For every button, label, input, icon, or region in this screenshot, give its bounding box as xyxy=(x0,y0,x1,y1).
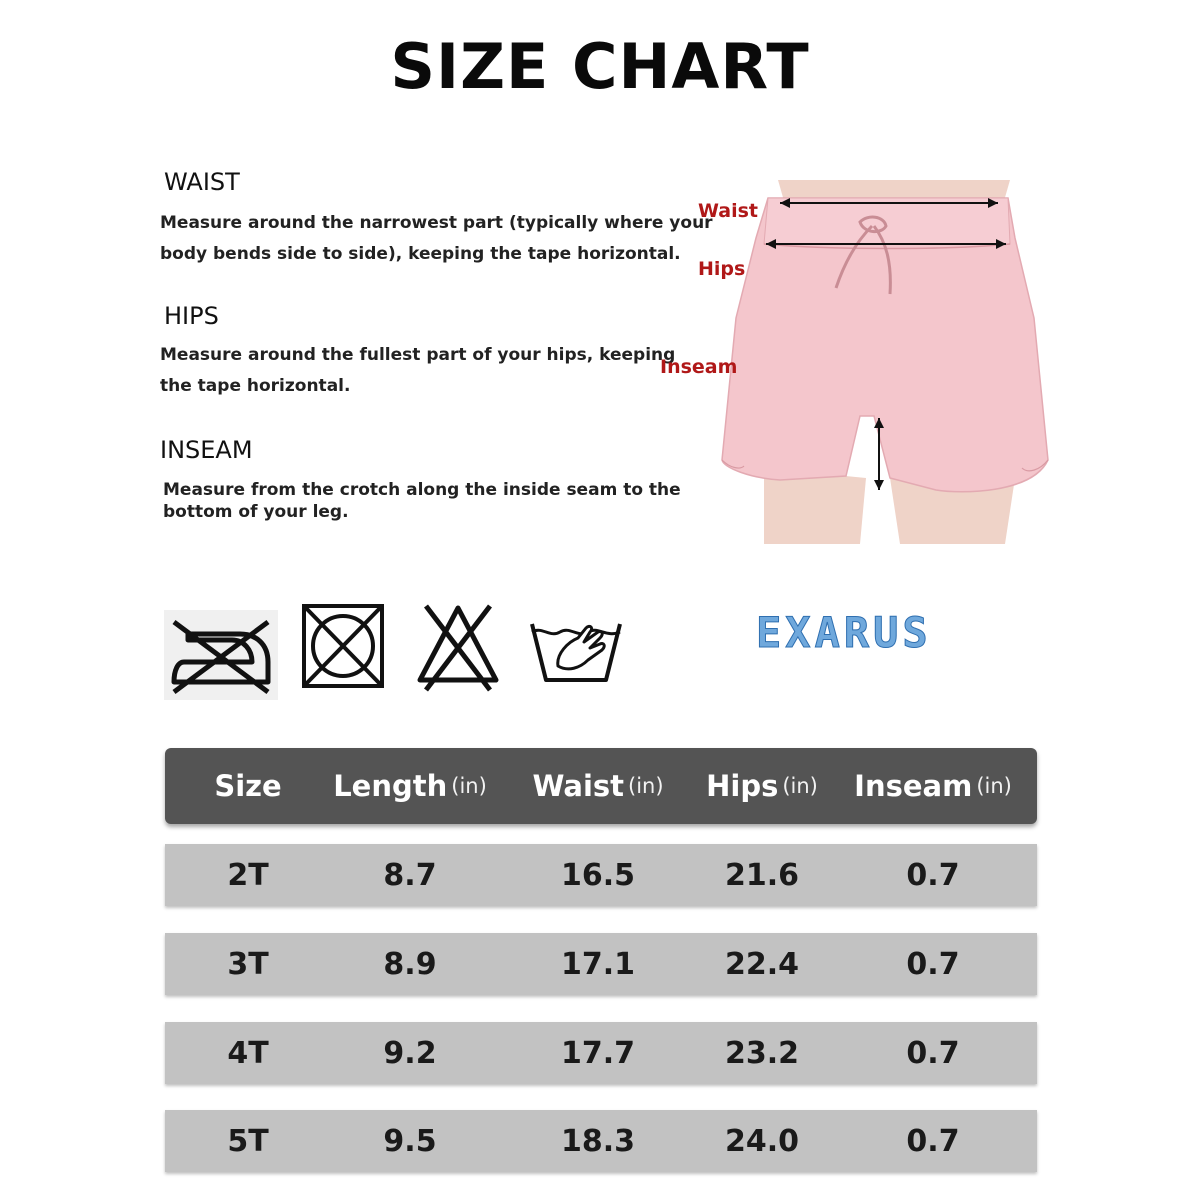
waist-heading: WAIST xyxy=(164,168,240,196)
cell-hips: 22.4 xyxy=(724,946,800,982)
cell-length: 8.9 xyxy=(383,946,437,982)
figure-inseam-label: Inseam xyxy=(660,356,738,378)
do-not-bleach-icon xyxy=(414,600,502,694)
header-inseam: Inseam (in) xyxy=(854,769,1012,803)
cell-inseam: 0.7 xyxy=(906,857,960,893)
inseam-line-1: Measure from the crotch along the inside seam to the xyxy=(163,480,681,500)
page-title: SIZE CHART xyxy=(390,30,810,103)
hips-line-1: Measure around the fullest part of your hips, keeping xyxy=(160,345,676,365)
cell-hips: 23.2 xyxy=(724,1035,800,1071)
inseam-heading: INSEAM xyxy=(160,436,253,464)
do-not-tumble-dry-icon xyxy=(300,602,386,692)
brand-logo: EXARUS xyxy=(756,608,932,657)
cell-waist: 17.7 xyxy=(560,1035,636,1071)
inseam-description xyxy=(163,479,681,523)
cell-size: 5T xyxy=(227,1123,269,1159)
header-waist: Waist (in) xyxy=(532,769,664,803)
cell-length: 8.7 xyxy=(383,857,437,893)
cell-waist: 17.1 xyxy=(560,946,636,982)
do-not-iron-icon xyxy=(164,610,278,700)
hips-heading: HIPS xyxy=(164,302,219,330)
figure-waist-label: Waist xyxy=(698,200,759,222)
header-size: Size xyxy=(214,769,282,803)
hips-description xyxy=(160,340,675,402)
cell-inseam: 0.7 xyxy=(906,946,960,982)
cell-size: 2T xyxy=(227,857,269,893)
cell-inseam: 0.7 xyxy=(906,1123,960,1159)
waist-line-1: Measure around the narrowest part (typically where your xyxy=(160,213,713,233)
table-row xyxy=(165,1022,1037,1084)
size-table-header xyxy=(165,748,1037,824)
cell-length: 9.2 xyxy=(383,1035,437,1071)
header-hips: Hips (in) xyxy=(706,769,818,803)
table-row xyxy=(165,844,1037,906)
header-length: Length (in) xyxy=(333,769,487,803)
cell-size: 3T xyxy=(227,946,269,982)
table-row xyxy=(165,1110,1037,1172)
figure-hips-label: Hips xyxy=(698,258,746,280)
hand-wash-icon xyxy=(528,602,624,686)
cell-hips: 24.0 xyxy=(724,1123,800,1159)
cell-size: 4T xyxy=(227,1035,269,1071)
cell-inseam: 0.7 xyxy=(906,1035,960,1071)
cell-waist: 16.5 xyxy=(560,857,636,893)
table-row xyxy=(165,933,1037,995)
waist-description xyxy=(160,208,713,270)
inseam-line-2: bottom of your leg. xyxy=(163,502,349,522)
cell-hips: 21.6 xyxy=(724,857,800,893)
cell-length: 9.5 xyxy=(383,1123,437,1159)
cell-waist: 18.3 xyxy=(560,1123,636,1159)
hips-line-2: the tape horizontal. xyxy=(160,376,351,396)
waist-line-2: body bends side to side), keeping the tape horizontal. xyxy=(160,244,681,264)
